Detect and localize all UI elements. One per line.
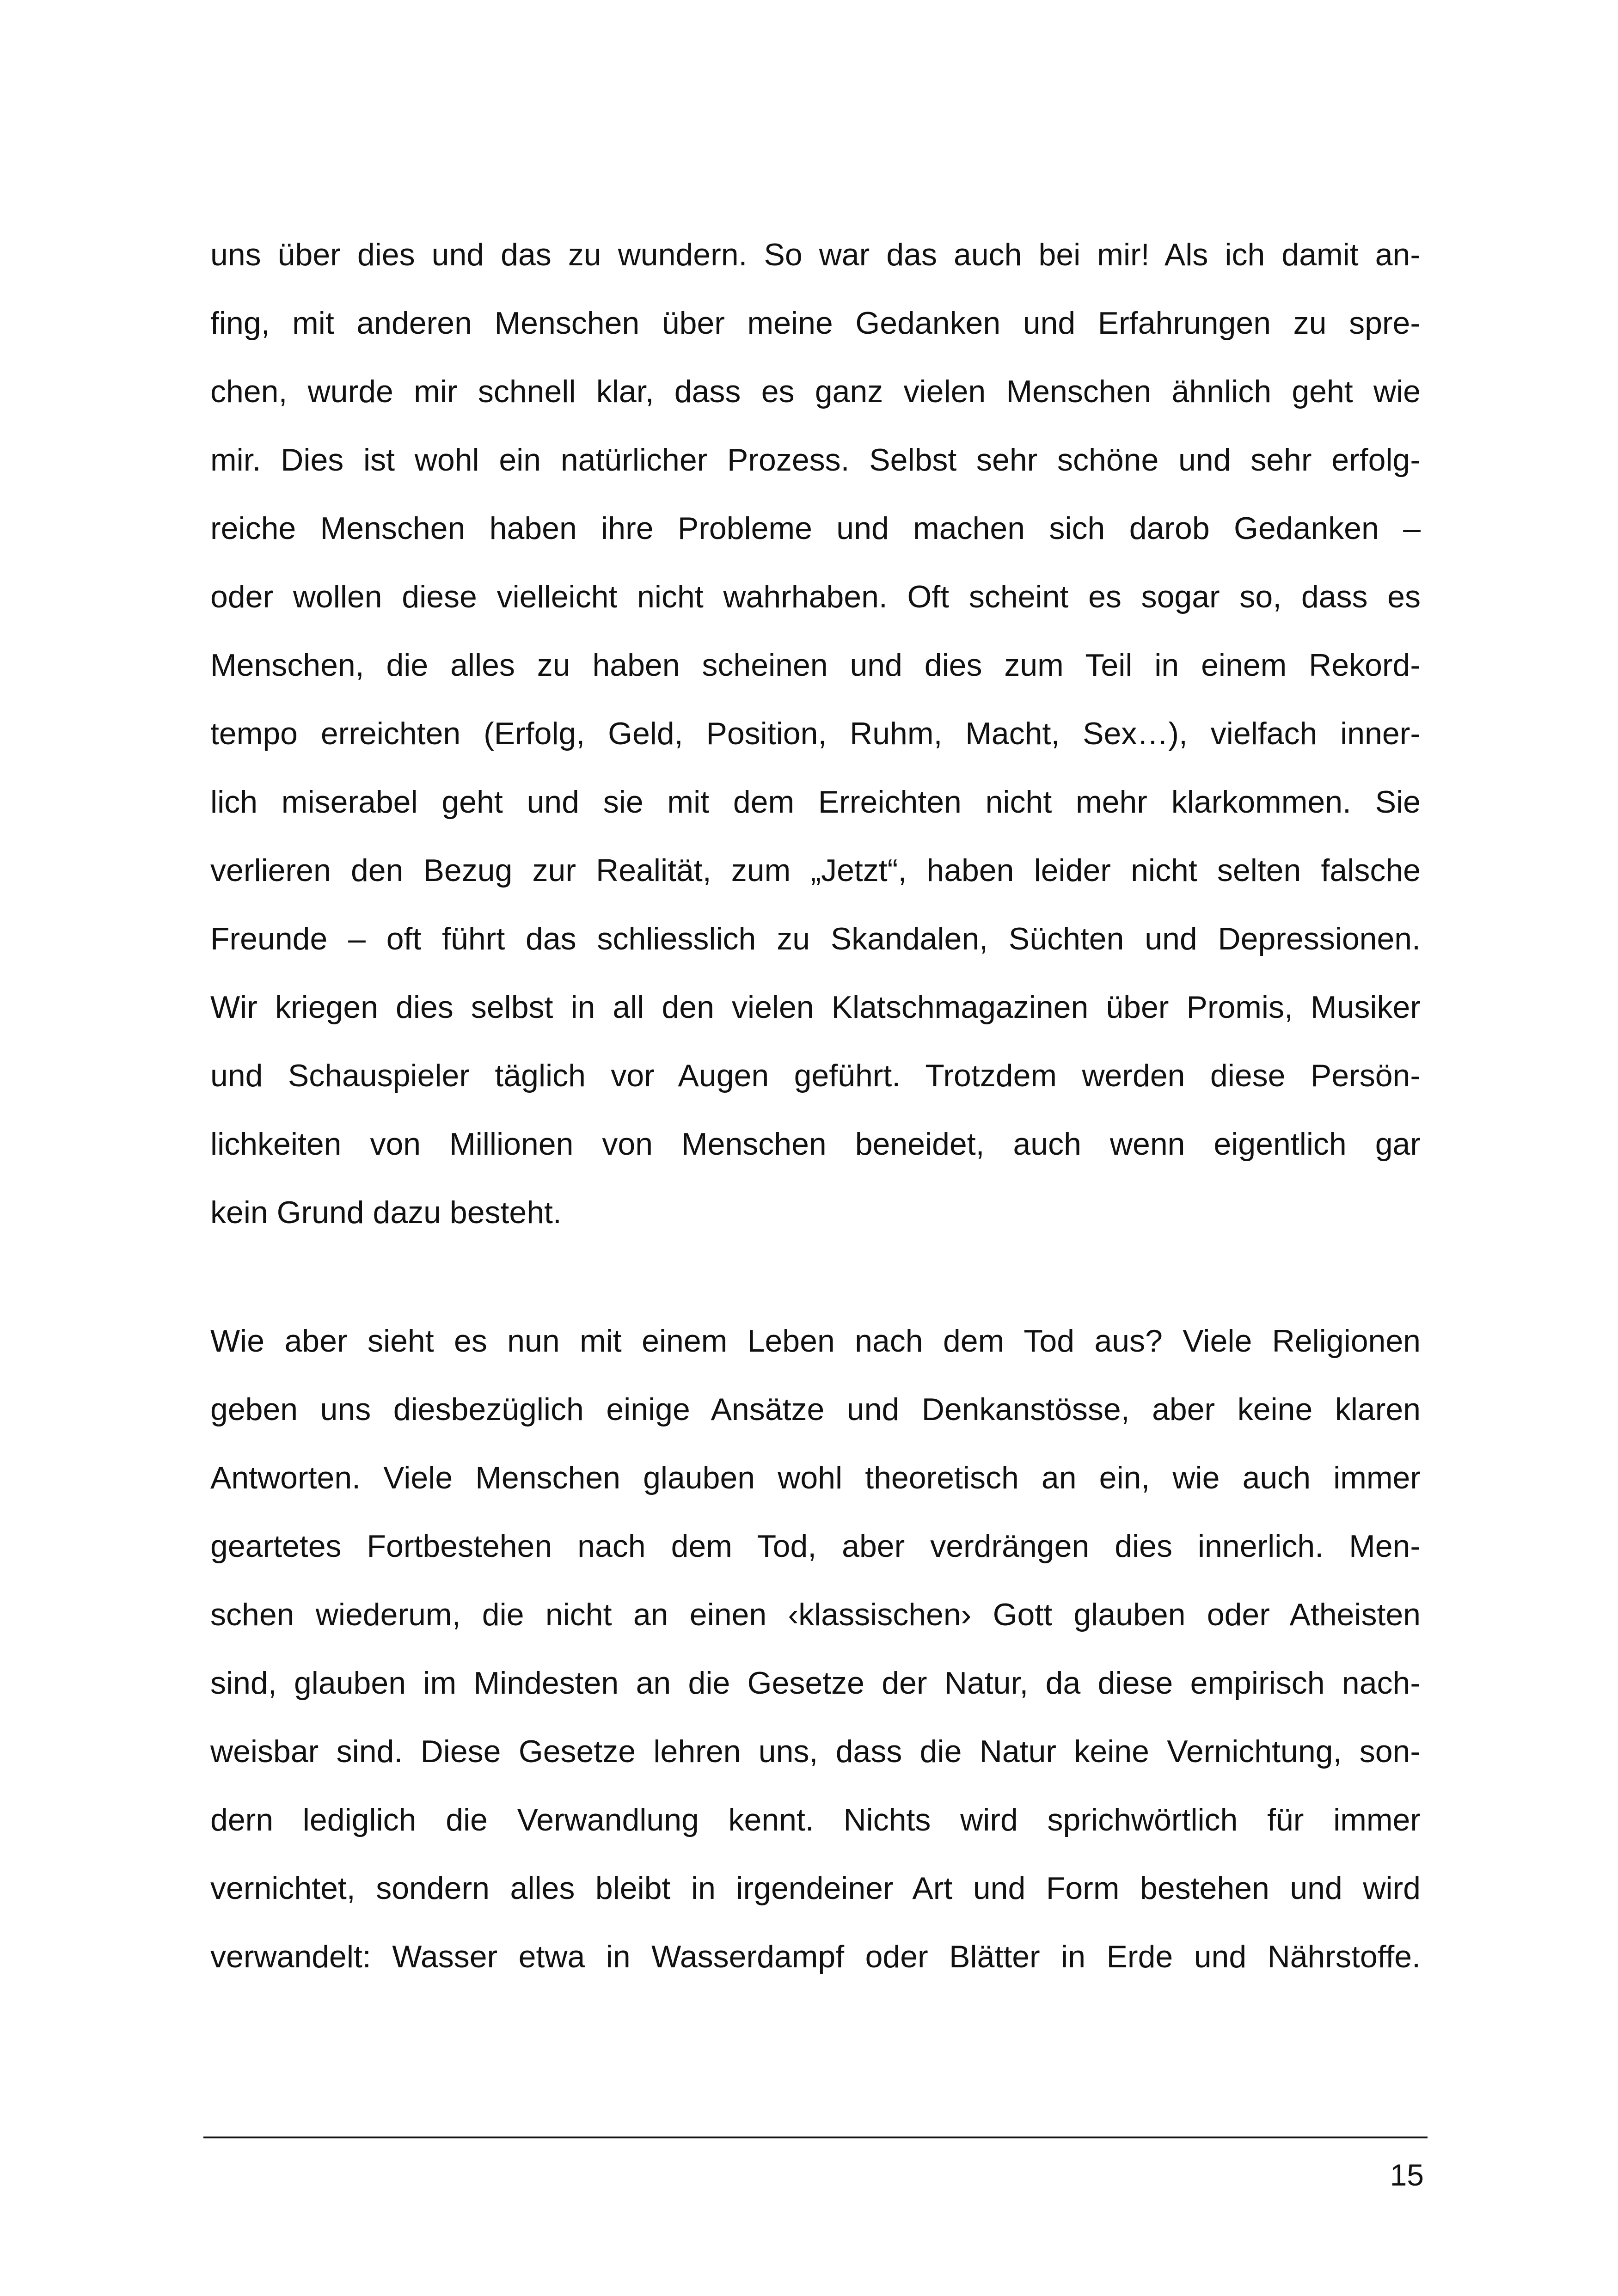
text-line: und Schauspieler täglich vor Augen geführt. Trotzdem werden diese Persön- [210,1058,1421,1093]
text-line: tempo erreichten (Erfolg, Geld, Position, Ruhm, Macht, Sex…), vielfach inner- [210,716,1421,751]
text-line: schen wiederum, die nicht an einen ‹klassischen› Gott glauben oder Atheisten [210,1597,1421,1632]
text-line: lich miserabel geht und sie mit dem Erreichten nicht mehr klarkommen. Sie [210,784,1421,820]
text-line: Freunde – oft führt das schliesslich zu Skandalen, Süchten und Depressionen. [210,921,1421,956]
text-line: uns über dies und das zu wundern. So war das auch bei mir! Als ich damit an- [210,237,1421,272]
text-line: verwandelt: Wasser etwa in Wasserdampf oder Blätter in Erde und Nährstoffe. [210,1939,1421,1974]
text-line: lichkeiten von Millionen von Menschen beneidet, auch wenn eigentlich gar [210,1127,1421,1162]
text-line: reiche Menschen haben ihre Probleme und machen sich darob Gedanken – [210,511,1421,546]
text-line: Wir kriegen dies selbst in all den vielen Klatschmagazinen über Promis, Musiker [210,990,1421,1025]
body-paragraph-1 [210,220,1421,1247]
text-line: chen, wurde mir schnell klar, dass es ganz vielen Menschen ähnlich geht wie [210,374,1421,409]
text-line: Menschen, die alles zu haben scheinen und dies zum Teil in einem Rekord- [210,648,1421,683]
text-line: oder wollen diese vielleicht nicht wahrhaben. Oft scheint es sogar so, dass es [210,579,1421,614]
text-line: Wie aber sieht es nun mit einem Leben nach dem Tod aus? Viele Religionen [210,1323,1421,1359]
text-line: geben uns diesbezüglich einige Ansätze und Denkanstösse, aber keine klaren [210,1392,1421,1427]
body-paragraph-2 [210,1307,1421,1991]
text-line: fing, mit anderen Menschen über meine Gedanken und Erfahrungen zu spre- [210,306,1421,341]
text-line: verlieren den Bezug zur Realität, zum „Jetzt“, haben leider nicht selten falsche [210,853,1421,888]
text-line: dern lediglich die Verwandlung kennt. Nichts wird sprichwörtlich für immer [210,1802,1421,1837]
page-number: 15 [1390,2158,1424,2192]
text-line: Antworten. Viele Menschen glauben wohl theoretisch an ein, wie auch immer [210,1460,1421,1495]
text-line: sind, glauben im Mindesten an die Gesetze der Natur, da diese empirisch nach- [210,1665,1421,1701]
text-line: geartetes Fortbestehen nach dem Tod, aber verdrängen dies innerlich. Men- [210,1529,1421,1564]
text-line: mir. Dies ist wohl ein natürlicher Prozess. Selbst sehr schöne und sehr erfolg- [210,442,1421,478]
text-line: vernichtet, sondern alles bleibt in irgendeiner Art und Form bestehen und wird [210,1871,1421,1906]
text-line: kein Grund dazu besteht. [210,1195,562,1230]
text-line: weisbar sind. Diese Gesetze lehren uns, dass die Natur keine Vernichtung, son- [210,1734,1421,1769]
footer-divider [203,2137,1428,2138]
